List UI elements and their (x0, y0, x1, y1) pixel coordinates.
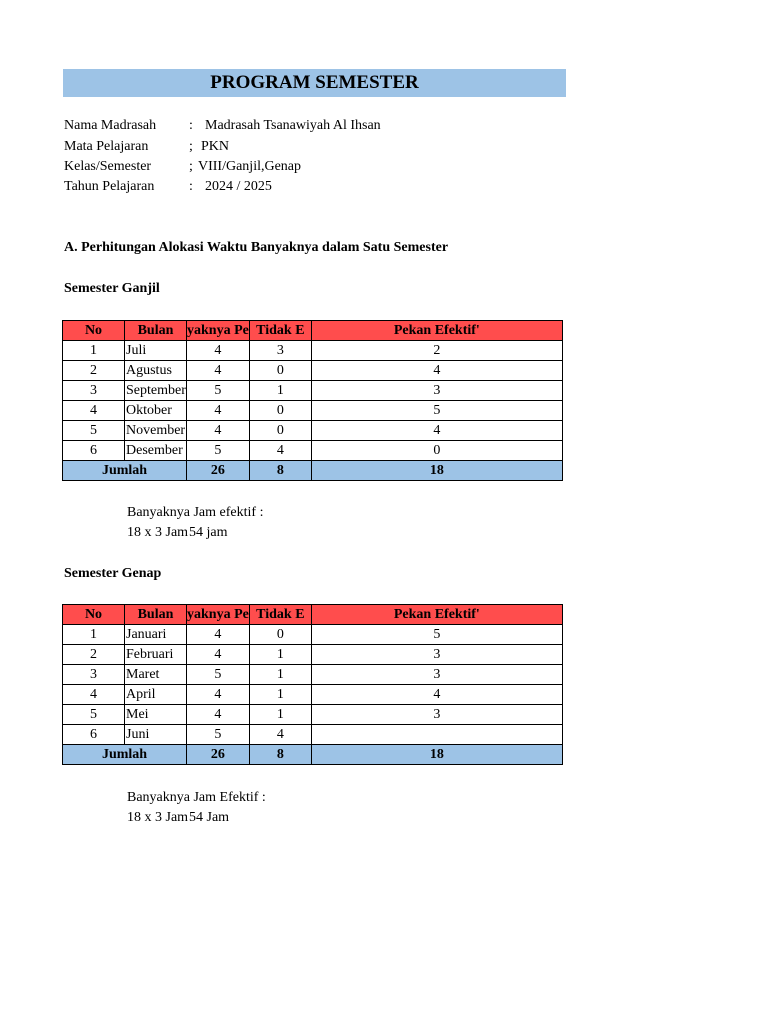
cell-banyak-pekan: 5 (187, 441, 250, 461)
info-sep-madrasah: : (189, 118, 193, 133)
cell-tidak-efektif: 0 (249, 401, 311, 421)
col-header-pekan-efektif: Pekan Efektif' (311, 605, 562, 625)
table-row (63, 725, 563, 745)
genap-total-row (63, 745, 563, 765)
ganjil-jam-result: 54 jam (189, 525, 228, 540)
section-a-heading: A. Perhitungan Alokasi Waktu Banyaknya dalam Satu Semester (64, 240, 449, 255)
ganjil-jam-calc: 18 x 3 Jam (127, 525, 189, 540)
ganjil-heading: Semester Ganjil (64, 281, 160, 296)
cell-pekan-efektif: 3 (311, 645, 562, 665)
cell-no: 3 (63, 381, 125, 401)
ganjil-table (62, 320, 563, 481)
cell-pekan-efektif: 5 (311, 625, 562, 645)
total-pekan-efektif: 18 (311, 745, 562, 765)
info-value-madrasah: Madrasah Tsanawiyah Al Ihsan (205, 118, 381, 133)
cell-no: 2 (63, 645, 125, 665)
cell-banyak-pekan: 4 (187, 645, 250, 665)
genap-heading: Semester Genap (64, 566, 162, 581)
cell-pekan-efektif (311, 725, 562, 745)
info-value-kelas: VIII/Ganjil,Genap (198, 159, 302, 174)
info-label-mapel: Mata Pelajaran (64, 139, 149, 154)
cell-banyak-pekan: 4 (187, 705, 250, 725)
cell-banyak-pekan: 4 (187, 421, 250, 441)
cell-tidak-efektif: 1 (249, 381, 311, 401)
cell-tidak-efektif: 0 (249, 421, 311, 441)
cell-bulan: November (125, 421, 187, 441)
cell-banyak-pekan: 5 (187, 665, 250, 685)
total-label: Jumlah (63, 461, 187, 481)
cell-bulan: Juli (125, 341, 187, 361)
ganjil-jam-label: Banyaknya Jam efektif : (127, 505, 264, 520)
table-row (63, 625, 563, 645)
total-pekan-efektif: 18 (311, 461, 562, 481)
cell-tidak-efektif: 4 (249, 725, 311, 745)
cell-bulan: Mei (125, 705, 187, 725)
cell-banyak-pekan: 5 (187, 725, 250, 745)
genap-jam-result: 54 Jam (189, 810, 230, 825)
col-header-tidak-efektif: Tidak E (249, 605, 311, 625)
cell-tidak-efektif: 1 (249, 665, 311, 685)
ganjil-total-row (63, 461, 563, 481)
ganjil-header-row (63, 321, 563, 341)
cell-no: 4 (63, 401, 125, 421)
cell-banyak-pekan: 4 (187, 341, 250, 361)
table-row (63, 685, 563, 705)
cell-bulan: Juni (125, 725, 187, 745)
col-header-tidak-efektif: Tidak E (249, 321, 311, 341)
cell-bulan: Desember (125, 441, 187, 461)
total-banyak-pekan: 26 (187, 461, 250, 481)
cell-bulan: Agustus (125, 361, 187, 381)
col-header-pekan-efektif: Pekan Efektif' (311, 321, 562, 341)
col-header-bulan: Bulan (125, 321, 187, 341)
cell-banyak-pekan: 4 (187, 685, 250, 705)
info-sep-mapel: ; (189, 139, 193, 154)
table-row (63, 705, 563, 725)
cell-no: 2 (63, 361, 125, 381)
total-label: Jumlah (63, 745, 187, 765)
cell-tidak-efektif: 4 (249, 441, 311, 461)
info-label-madrasah: Nama Madrasah (64, 118, 157, 133)
cell-banyak-pekan: 4 (187, 625, 250, 645)
genap-jam-calc: 18 x 3 Jam (127, 810, 189, 825)
genap-jam-label: Banyaknya Jam Efektif : (127, 790, 266, 805)
info-label-kelas: Kelas/Semester (64, 159, 152, 174)
table-row (63, 665, 563, 685)
cell-no: 5 (63, 421, 125, 441)
cell-bulan: September (125, 381, 187, 401)
info-sep-kelas: ; (189, 159, 193, 174)
table-row (63, 441, 563, 461)
table-row (63, 341, 563, 361)
genap-header-row (63, 605, 563, 625)
info-value-tahun: 2024 / 2025 (205, 179, 272, 194)
cell-tidak-efektif: 1 (249, 685, 311, 705)
cell-tidak-efektif: 0 (249, 625, 311, 645)
col-header-no: No (63, 605, 125, 625)
cell-pekan-efektif: 3 (311, 381, 562, 401)
col-header-banyak-pekan: yaknya Pe (187, 605, 250, 625)
table-row (63, 645, 563, 665)
cell-pekan-efektif: 4 (311, 361, 562, 381)
cell-tidak-efektif: 0 (249, 361, 311, 381)
cell-no: 6 (63, 441, 125, 461)
col-header-banyak-pekan: yaknya Pe (187, 321, 250, 341)
total-tidak-efektif: 8 (249, 745, 311, 765)
cell-pekan-efektif: 4 (311, 421, 562, 441)
cell-pekan-efektif: 2 (311, 341, 562, 361)
info-label-tahun: Tahun Pelajaran (64, 179, 155, 194)
cell-bulan: Oktober (125, 401, 187, 421)
info-value-mapel: PKN (201, 139, 230, 154)
cell-bulan: Maret (125, 665, 187, 685)
genap-table (62, 604, 563, 765)
table-row (63, 401, 563, 421)
cell-pekan-efektif: 3 (311, 665, 562, 685)
cell-bulan: Januari (125, 625, 187, 645)
cell-no: 1 (63, 341, 125, 361)
info-sep-tahun: : (189, 179, 193, 194)
col-header-bulan: Bulan (125, 605, 187, 625)
cell-pekan-efektif: 5 (311, 401, 562, 421)
cell-pekan-efektif: 4 (311, 685, 562, 705)
page-title: PROGRAM SEMESTER (63, 69, 566, 97)
cell-no: 4 (63, 685, 125, 705)
table-row (63, 381, 563, 401)
cell-pekan-efektif: 3 (311, 705, 562, 725)
total-tidak-efektif: 8 (249, 461, 311, 481)
cell-tidak-efektif: 1 (249, 645, 311, 665)
total-banyak-pekan: 26 (187, 745, 250, 765)
col-header-no: No (63, 321, 125, 341)
cell-no: 1 (63, 625, 125, 645)
cell-banyak-pekan: 4 (187, 401, 250, 421)
cell-bulan: Februari (125, 645, 187, 665)
table-row (63, 361, 563, 381)
cell-no: 3 (63, 665, 125, 685)
cell-tidak-efektif: 3 (249, 341, 311, 361)
cell-banyak-pekan: 4 (187, 361, 250, 381)
cell-no: 5 (63, 705, 125, 725)
cell-bulan: April (125, 685, 187, 705)
cell-banyak-pekan: 5 (187, 381, 250, 401)
table-row (63, 421, 563, 441)
cell-no: 6 (63, 725, 125, 745)
cell-tidak-efektif: 1 (249, 705, 311, 725)
cell-pekan-efektif: 0 (311, 441, 562, 461)
